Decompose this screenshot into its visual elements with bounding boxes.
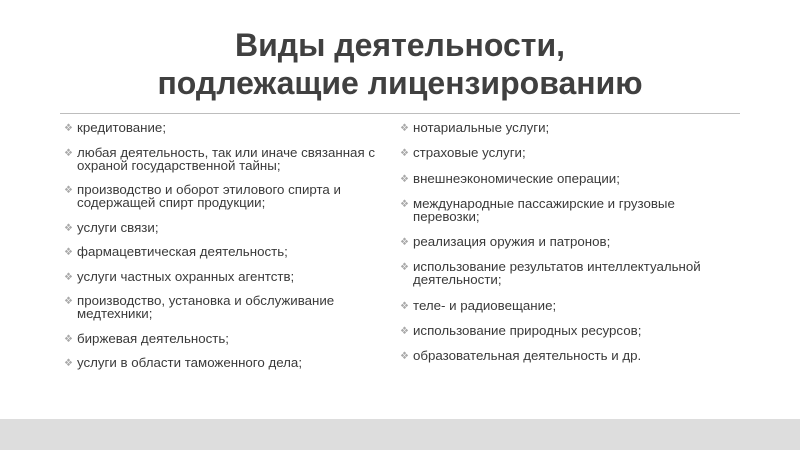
list-item (400, 260, 732, 286)
diamond-outline-icon: ❖ (64, 147, 73, 159)
diamond-outline-icon: ❖ (64, 271, 73, 283)
list-item (64, 183, 384, 209)
list-item (400, 349, 732, 362)
list-item-text: услуги частных охранных агентств; (77, 268, 295, 284)
list-item-text: любая деятельность, так или иначе связанная с охраной государственной тайны; (77, 144, 375, 173)
list-item-text: биржевая деятельность; (77, 330, 229, 346)
list-item-text: производство и оборот этилового спирта и содержащей спирт продукции; (77, 182, 341, 210)
diamond-outline-icon: ❖ (64, 247, 73, 258)
diamond-outline-icon: ❖ (64, 358, 73, 369)
diamond-outline-icon: ❖ (400, 237, 409, 249)
list-item-text: услуги в области таможенного дела; (77, 355, 303, 370)
list-item (64, 121, 384, 134)
list-item (400, 121, 732, 134)
diamond-outline-icon: ❖ (400, 123, 409, 134)
list-item-text: фармацевтическая деятельность; (77, 244, 288, 259)
diamond-outline-icon: ❖ (64, 222, 73, 234)
title-divider (60, 113, 740, 114)
slide-title-line-2: подлежащие лицензированию (157, 65, 643, 101)
diamond-outline-icon: ❖ (64, 185, 73, 196)
list-item-text: международные пассажирские и грузовые перевозки; (413, 195, 675, 224)
list-item-text: услуги связи; (77, 219, 159, 235)
list-item-text: кредитование; (77, 120, 167, 135)
diamond-outline-icon: ❖ (400, 173, 409, 185)
list-item-text: страховые услуги; (413, 145, 526, 161)
list-item (64, 294, 384, 320)
list-item (64, 245, 384, 258)
list-item-text: производство, установка и обслуживание медтехники; (77, 293, 335, 321)
list-item (64, 356, 384, 369)
list-item (400, 172, 732, 185)
list-item (400, 235, 732, 248)
list-item (400, 197, 732, 223)
diamond-outline-icon: ❖ (400, 148, 409, 160)
diamond-outline-icon: ❖ (400, 262, 409, 274)
slide-title (60, 26, 740, 102)
left-bullet-list (64, 121, 384, 381)
list-item-text: образовательная деятельность и др. (413, 348, 642, 364)
list-item-text: использование результатов интеллектуальной деятельности; (413, 259, 701, 288)
diamond-outline-icon: ❖ (64, 333, 73, 345)
diamond-outline-icon: ❖ (400, 198, 409, 210)
list-item (64, 146, 384, 172)
diamond-outline-icon: ❖ (64, 296, 73, 307)
bottom-bar (0, 419, 800, 450)
list-item (400, 146, 732, 159)
diamond-outline-icon: ❖ (400, 300, 409, 312)
list-item (400, 324, 732, 337)
list-item (64, 221, 384, 234)
list-item-text: внешнеэкономические операции; (413, 170, 620, 186)
list-item-text: использование природных ресурсов; (413, 323, 642, 339)
diamond-outline-icon: ❖ (400, 351, 409, 363)
list-item (64, 332, 384, 345)
list-item-text: реализация оружия и патронов; (413, 234, 611, 250)
list-item (400, 299, 732, 312)
list-item-text: теле- и радиовещание; (413, 297, 557, 313)
slide-title-line-1: Виды деятельности, (234, 27, 566, 63)
diamond-outline-icon: ❖ (64, 123, 73, 134)
diamond-outline-icon: ❖ (400, 326, 409, 338)
list-item (64, 270, 384, 283)
list-item-text: нотариальные услуги; (413, 120, 550, 135)
right-bullet-list (400, 121, 732, 375)
